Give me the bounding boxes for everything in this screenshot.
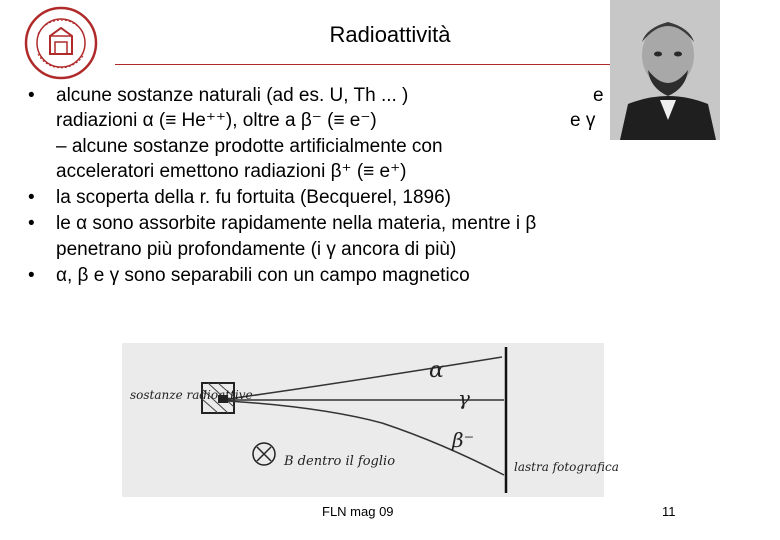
bullet-4: α, β e γ sono separabili con un campo magnetico bbox=[56, 265, 470, 286]
footer-course-label: FLN mag 09 bbox=[322, 504, 394, 519]
beta-label: β⁻ bbox=[452, 428, 475, 452]
bullet-marker: • bbox=[28, 213, 35, 234]
bullet-3-line-2: penetrano più profondamente (i γ ancora di più) bbox=[56, 239, 457, 260]
plate-label: lastra fotografica bbox=[514, 460, 619, 474]
bullet-3-line-1: le α sono assorbite rapidamente nella materia, mentre i β bbox=[56, 213, 537, 234]
source-label: sostanze radioattive bbox=[130, 388, 253, 402]
bullet-marker: • bbox=[28, 187, 35, 208]
bullet-1-line-1: alcune sostanze naturali (ad es. U, Th ... ) bbox=[56, 85, 409, 106]
sub-bullet-line-2: acceleratori emettono radiazioni β⁺ (≡ e⁺) bbox=[56, 161, 407, 182]
slide-number: 11 bbox=[662, 504, 676, 519]
page-title: Radioattività bbox=[329, 22, 451, 47]
bullet-marker: • bbox=[28, 265, 35, 286]
bullet-1-line-2-tail: e γ bbox=[570, 110, 596, 131]
bullet-marker: • bbox=[28, 85, 35, 106]
bullet-2: la scoperta della r. fu fortuita (Becquerel, 1896) bbox=[56, 187, 452, 208]
gamma-label: γ bbox=[458, 386, 470, 410]
alpha-label: α bbox=[429, 358, 444, 383]
radiation-deflection-sketch bbox=[122, 343, 619, 497]
bullet-1-line-1-tail: e bbox=[593, 85, 604, 106]
sub-bullet-line-1: – alcune sostanze prodotte artificialmente con bbox=[56, 136, 443, 157]
becquerel-portrait bbox=[610, 0, 720, 140]
field-label: B dentro il foglio bbox=[284, 454, 396, 469]
bullet-1-line-2: radiazioni α (≡ He⁺⁺), oltre a β⁻ (≡ e⁻) bbox=[56, 110, 377, 131]
